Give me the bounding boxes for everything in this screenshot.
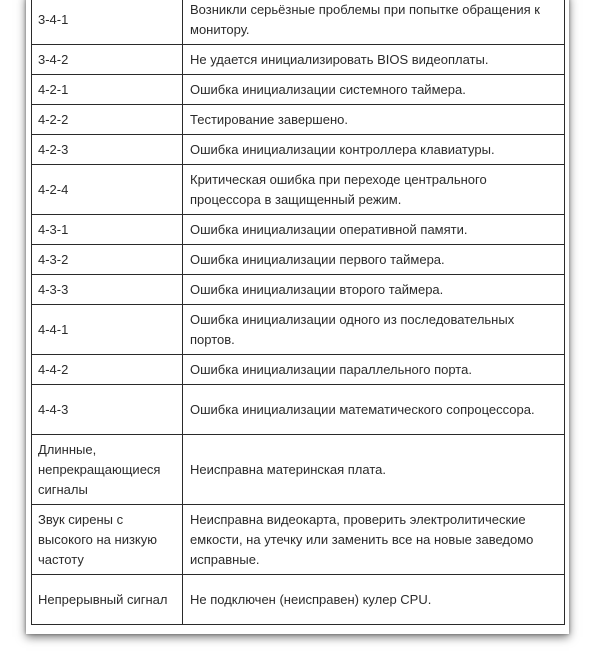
description-cell: Тестирование завершено.	[183, 105, 565, 135]
description-cell: Ошибка инициализации оперативной памяти.	[183, 215, 565, 245]
code-cell: 4-2-3	[32, 135, 183, 165]
code-cell: 4-4-3	[32, 385, 183, 435]
code-cell: 4-4-2	[32, 355, 183, 385]
table-row	[32, 245, 565, 275]
description-cell: Критическая ошибка при переходе центрального процессора в защищенный режим.	[183, 165, 565, 215]
description-cell: Неисправна видеокарта, проверить электролитические емкости, на утечку или заменить все на новые заведомо исправные.	[183, 505, 565, 575]
description-cell: Ошибка инициализации системного таймера.	[183, 75, 565, 105]
description-cell: Ошибка инициализации контроллера клавиатуры.	[183, 135, 565, 165]
table-row	[32, 135, 565, 165]
code-cell: 4-3-2	[32, 245, 183, 275]
description-cell: Ошибка инициализации первого таймера.	[183, 245, 565, 275]
code-cell: Непрерывный сигнал	[32, 575, 183, 625]
code-cell: 4-4-1	[32, 305, 183, 355]
code-cell: 4-3-1	[32, 215, 183, 245]
table-row	[32, 165, 565, 215]
description-cell: Не подключен (неисправен) кулер CPU.	[183, 575, 565, 625]
code-cell: 3-4-2	[32, 45, 183, 75]
description-cell: Ошибка инициализации второго таймера.	[183, 275, 565, 305]
code-cell: 4-2-4	[32, 165, 183, 215]
description-cell: Не удается инициализировать BIOS видеоплаты.	[183, 45, 565, 75]
beep-codes-table	[31, 0, 565, 625]
table-row	[32, 575, 565, 625]
table-row	[32, 75, 565, 105]
code-cell: 3-4-1	[32, 0, 183, 45]
description-cell: Ошибка инициализации одного из последовательных портов.	[183, 305, 565, 355]
description-cell: Ошибка инициализации параллельного порта.	[183, 355, 565, 385]
description-cell: Неисправна материнская плата.	[183, 435, 565, 505]
table-row	[32, 385, 565, 435]
table-row	[32, 355, 565, 385]
code-cell: 4-2-2	[32, 105, 183, 135]
table-row	[32, 305, 565, 355]
table-row	[32, 0, 565, 45]
code-cell: Звук сирены с высокого на низкую частоту	[32, 505, 183, 575]
table-row	[32, 505, 565, 575]
code-cell: 4-3-3	[32, 275, 183, 305]
table-row	[32, 215, 565, 245]
document-page	[26, 0, 569, 634]
code-cell: Длинные, непрекращающиеся сигналы	[32, 435, 183, 505]
description-cell: Ошибка инициализации математического сопроцессора.	[183, 385, 565, 435]
table-row	[32, 275, 565, 305]
code-cell: 4-2-1	[32, 75, 183, 105]
table-row	[32, 105, 565, 135]
table-row	[32, 45, 565, 75]
description-cell: Возникли серьёзные проблемы при попытке обращения к монитору.	[183, 0, 565, 45]
table-row	[32, 435, 565, 505]
